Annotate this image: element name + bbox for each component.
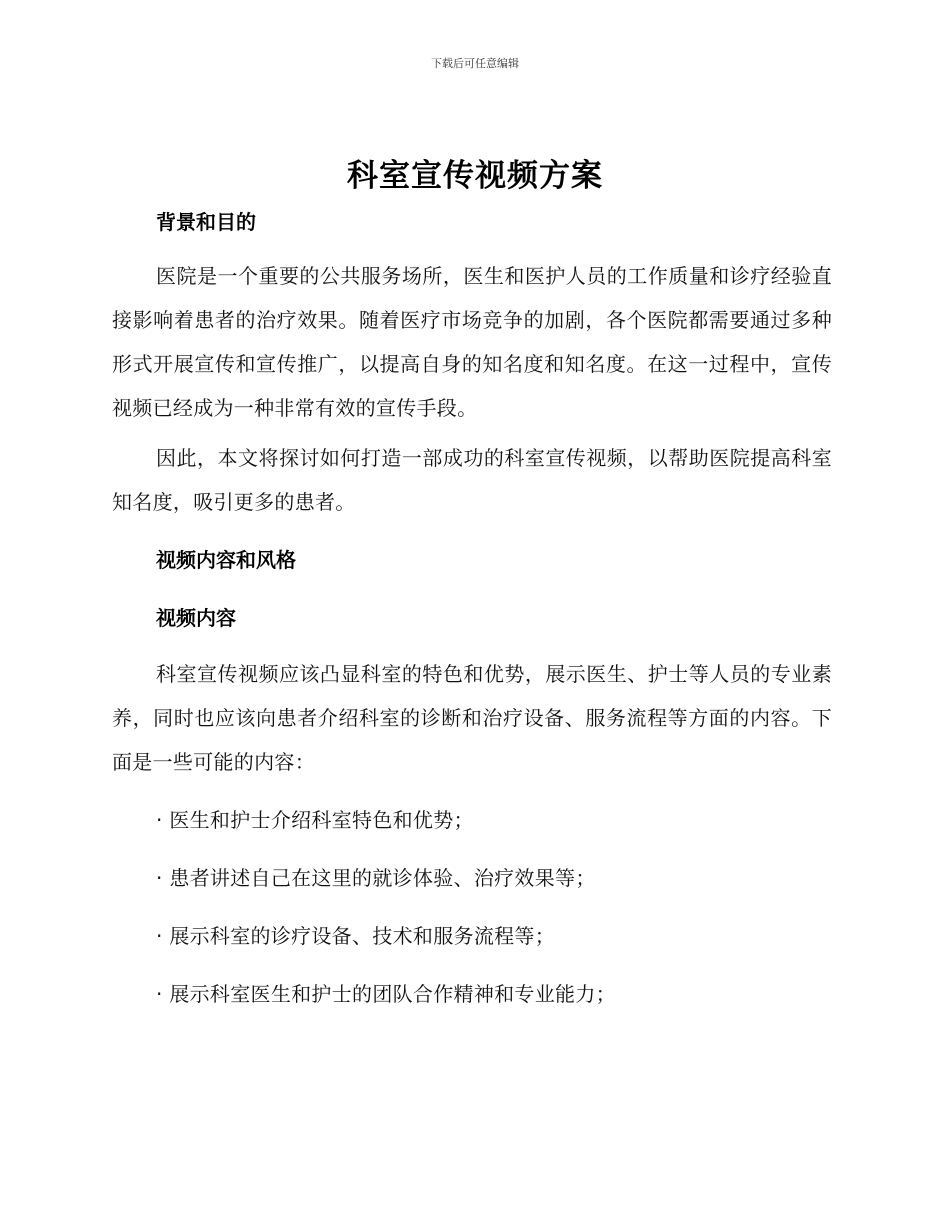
document-title: 科室宣传视频方案 [347, 158, 603, 194]
list-item: · 医生和护士介绍科室特色和优势； [156, 808, 474, 832]
heading-background: 背景和目的 [156, 210, 256, 234]
heading-video-content: 视频内容 [156, 606, 236, 630]
paragraph-video-content: 科室宣传视频应该凸显科室的特色和优势，展示医生、护士等人员的专业素养，同时也应该向患者介绍科室的诊断和治疗设备、服务流程等方面的内容。下面是一些可能的内容： [112, 662, 832, 774]
list-item: · 患者讲述自己在这里的就诊体验、治疗效果等； [156, 866, 596, 890]
paragraph-background-1: 医院是一个重要的公共服务场所，医生和医护人员的工作质量和诊疗经验直接影响着患者的治疗效果。随着医疗市场竞争的加剧，各个医院都需要通过多种形式开展宣传和宣传推广，以提高自身的知名度和知名度。在这一过程中，宣传视频已经成为一种非常有效的宣传手段。 [112, 264, 832, 420]
heading-content-style: 视频内容和风格 [156, 548, 296, 572]
header-note: 下载后可任意编辑 [431, 57, 519, 70]
document-body [112, 204, 832, 1008]
list-item: · 展示科室的诊疗设备、技术和服务流程等； [156, 924, 556, 948]
paragraph-background-2: 因此，本文将探讨如何打造一部成功的科室宣传视频，以帮助医院提高科室知名度，吸引更多的患者。 [112, 446, 832, 514]
list-item: · 展示科室医生和护士的团队合作精神和专业能力； [156, 982, 616, 1006]
